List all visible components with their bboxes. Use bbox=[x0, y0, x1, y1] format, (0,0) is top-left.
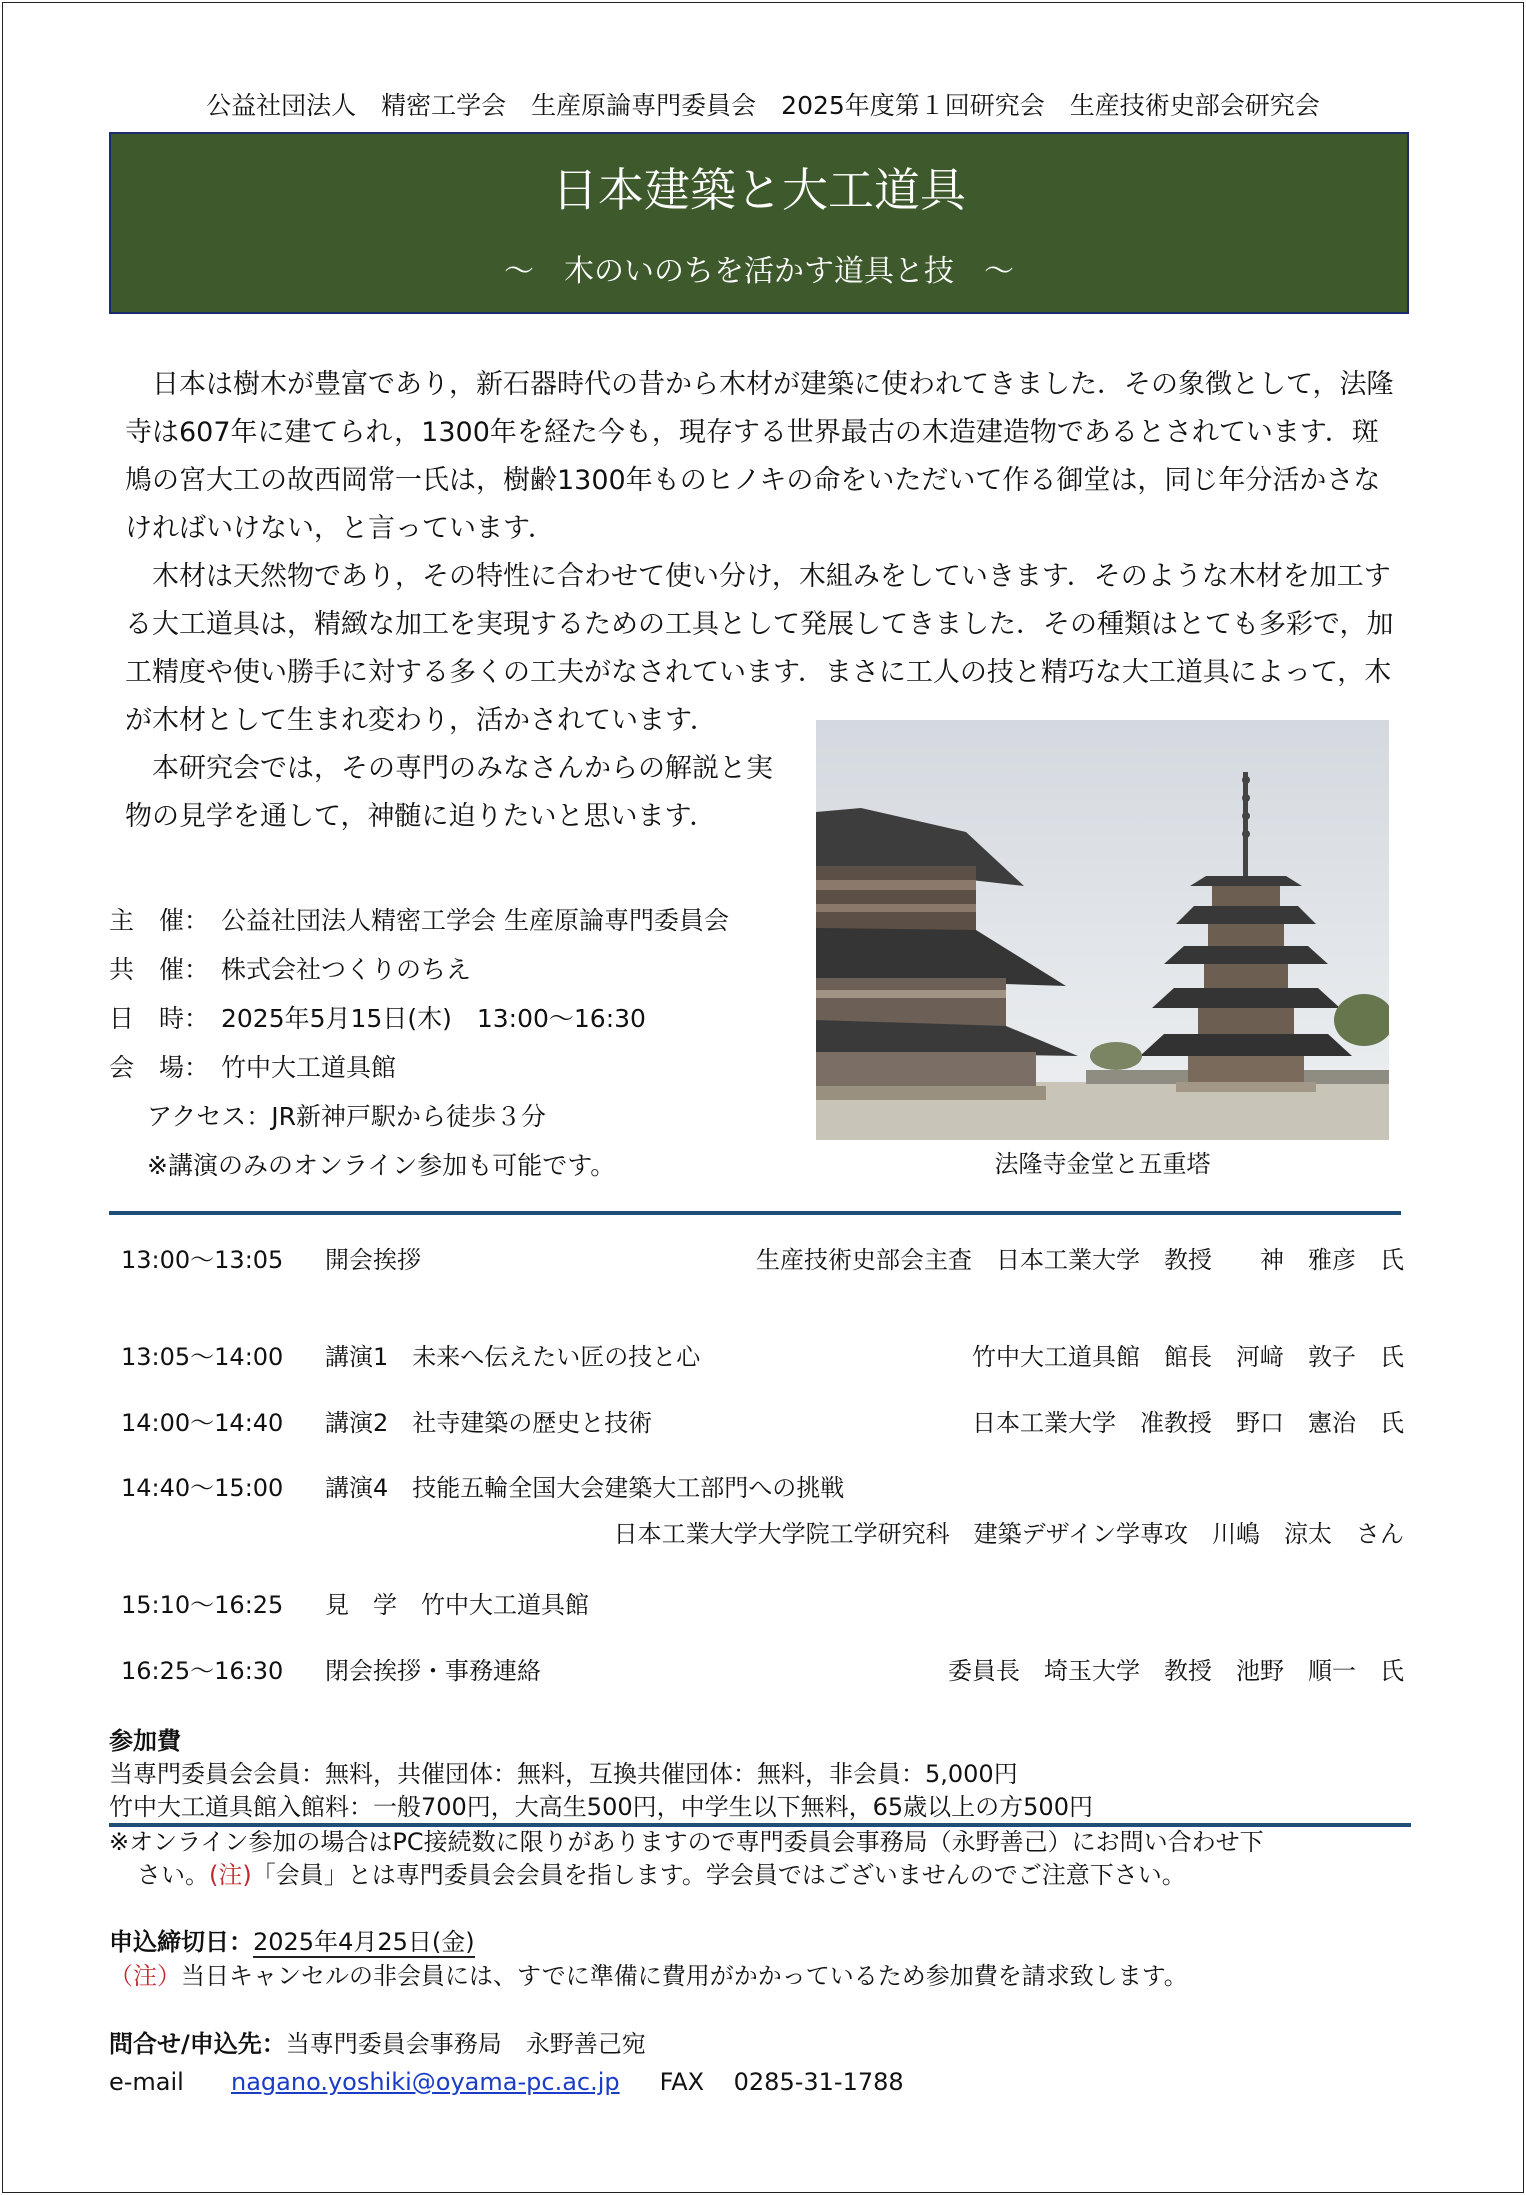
intro-paragraph-3 bbox=[125, 745, 775, 841]
schedule-row bbox=[109, 1468, 1404, 1508]
event-info bbox=[109, 896, 809, 1190]
museum-fees: 竹中大工道具館入館料：一般700円，大高生500円，中学生以下無料，65歳以上の方500円 bbox=[109, 1793, 1093, 1821]
cancellation-note-text: 当日キャンセルの非会員には、すでに準備に費用がかかっているため参加費を請求致します。 bbox=[181, 1962, 1188, 1990]
organizer-value: 公益社団法人精密工学会 生産原論専門委員会 bbox=[221, 906, 729, 935]
deadline-label: 申込締切日： bbox=[109, 1928, 253, 1956]
venue-row bbox=[109, 1043, 809, 1092]
email-label: e-mail bbox=[109, 2068, 184, 2096]
schedule-row bbox=[109, 1651, 1404, 1691]
intro-paragraph-2 bbox=[125, 553, 1400, 745]
contact-office: 当専門委員会事務局 永野善己宛 bbox=[285, 2030, 646, 2058]
online-capacity-note-end: さい。 bbox=[137, 1861, 209, 1889]
contact-label: 問合せ/申込先： bbox=[109, 2030, 286, 2058]
schedule-program: 閉会挨拶・事務連絡 bbox=[325, 1657, 541, 1685]
datetime-value: 2025年5月15日(木) 13:00～16:30 bbox=[221, 1004, 646, 1033]
schedule-speaker: 日本工業大学大学院工学研究科 建築デザイン学専攻 川嶋 涼太 さん bbox=[613, 1520, 1404, 1548]
schedule-time: 14:40～15:00 bbox=[121, 1474, 284, 1502]
schedule-time: 16:25～16:30 bbox=[121, 1657, 284, 1685]
note-mark: (注) bbox=[209, 1861, 252, 1889]
venue-label: 会 場： bbox=[109, 1053, 210, 1082]
schedule-program: 講演2 社寺建築の歴史と技術 bbox=[325, 1409, 653, 1437]
schedule-program: 見 学 竹中大工道具館 bbox=[325, 1591, 589, 1619]
email-link[interactable]: nagano.yoshiki@oyama-pc.ac.jp bbox=[231, 2068, 620, 2096]
intro-paragraph-1-text: 日本は樹木が豊富であり，新石器時代の昔から木材が建築に使われてきました．その象徴として，法隆寺は607年に建てられ，1300年を経た今も，現存する世界最古の木造建造物であるとされています．斑鳩の宮大工の故西岡常一氏は，樹齢1300年ものヒノキの命をいただいて作る御堂は，同じ年分活かさなければいけない，と言っています． bbox=[125, 369, 1394, 544]
horyuji-photo bbox=[816, 720, 1389, 1140]
schedule-program: 講演1 未来へ伝えたい匠の技と心 bbox=[325, 1343, 701, 1371]
contact-section bbox=[109, 2025, 1419, 2101]
schedule-speaker: 委員長 埼玉大学 教授 池野 順一 氏 bbox=[948, 1657, 1404, 1685]
online-note: ※講演のみのオンライン参加も可能です。 bbox=[147, 1151, 616, 1180]
deadline-date: 2025年4月25日(金) bbox=[253, 1928, 475, 1956]
schedule-program: 開会挨拶 bbox=[325, 1246, 421, 1274]
member-fees: 当専門委員会会員：無料，共催団体：無料，互換共催団体：無料，非会員：5,000円 bbox=[109, 1760, 1018, 1788]
photo-caption: 法隆寺金堂と五重塔 bbox=[994, 1150, 1211, 1178]
contact-row bbox=[109, 2025, 1419, 2063]
title-banner bbox=[109, 132, 1409, 314]
online-capacity-note: ※オンライン参加の場合はPC接続数に限りがありますので専門委員会事務局（永野善己）にお問い合わせ下 bbox=[109, 1828, 1264, 1856]
organizer-label: 主 催： bbox=[109, 906, 210, 935]
schedule-row bbox=[109, 1240, 1404, 1280]
contact-email-row bbox=[109, 2063, 1419, 2101]
schedule-time: 13:05～14:00 bbox=[121, 1343, 284, 1371]
deadline-row bbox=[109, 1925, 1419, 1959]
schedule-row bbox=[109, 1585, 1404, 1625]
schedule-time: 13:00～13:05 bbox=[121, 1246, 284, 1274]
organizer-line: 公益社団法人 精密工学会 生産原論専門委員会 2025年度第１回研究会 生産技術史部会研究会 bbox=[206, 91, 1320, 120]
fee-divider bbox=[109, 1823, 1411, 1827]
fee-section bbox=[109, 1725, 1419, 1892]
cosponsor-label: 共 催： bbox=[109, 955, 210, 984]
event-subtitle: ～ 木のいのちを活かす道具と技 ～ bbox=[504, 254, 1014, 289]
schedule-divider-top bbox=[109, 1211, 1401, 1215]
datetime-row bbox=[109, 994, 809, 1043]
organizer-row bbox=[109, 896, 809, 945]
deadline-section bbox=[109, 1925, 1419, 1993]
fee-heading: 参加費 bbox=[109, 1727, 181, 1755]
schedule-speaker: 生産技術史部会主査 日本工業大学 教授 神 雅彦 氏 bbox=[756, 1246, 1404, 1274]
datetime-label: 日 時： bbox=[109, 1004, 210, 1033]
member-definition-note bbox=[109, 1859, 1419, 1892]
cosponsor-row bbox=[109, 945, 809, 994]
schedule-time: 15:10～16:25 bbox=[121, 1591, 284, 1619]
schedule-speaker: 竹中大工道具館 館長 河﨑 敦子 氏 bbox=[972, 1343, 1404, 1371]
temple-illustration bbox=[816, 720, 1389, 1140]
fax-number: 0285-31-1788 bbox=[733, 2068, 904, 2096]
event-title: 日本建築と大工道具 bbox=[552, 163, 966, 217]
cancellation-note-mark: （注） bbox=[109, 1962, 181, 1990]
fax-label: FAX bbox=[659, 2068, 705, 2096]
venue-value: 竹中大工道具館 bbox=[221, 1053, 397, 1082]
schedule-speaker: 日本工業大学 准教授 野口 憲治 氏 bbox=[972, 1409, 1404, 1437]
access-row: アクセス：JR新神戸駅から徒歩３分 bbox=[147, 1102, 546, 1131]
intro-paragraph-2-text: 木材は天然物であり，その特性に合わせて使い分け，木組みをしていきます．そのような木材を加工する大工道具は，精緻な加工を実現するための工具として発展してきました．その種類はとても多彩で，加工精度や使い勝手に対する多くの工夫がなされています．まさに工人の技と精巧な大工道具によって，木が木材として生まれ変わり，活かされています． bbox=[125, 561, 1394, 736]
intro-paragraph-1 bbox=[125, 361, 1400, 553]
schedule-row bbox=[109, 1403, 1404, 1443]
intro-paragraph-3-text: 本研究会では，その専門のみなさんからの解説と実物の見学を通して，神髄に迫りたいと思います． bbox=[125, 753, 773, 832]
member-definition-text: 「会員」とは専門委員会会員を指します。学会員ではございませんのでご注意下さい。 bbox=[251, 1861, 1186, 1889]
cancellation-note bbox=[109, 1959, 1419, 1993]
schedule-time: 14:00～14:40 bbox=[121, 1409, 284, 1437]
cosponsor-value: 株式会社つくりのちえ bbox=[221, 955, 472, 984]
schedule-program: 講演4 技能五輪全国大会建築大工部門への挑戦 bbox=[325, 1474, 845, 1502]
schedule-row bbox=[109, 1337, 1404, 1377]
